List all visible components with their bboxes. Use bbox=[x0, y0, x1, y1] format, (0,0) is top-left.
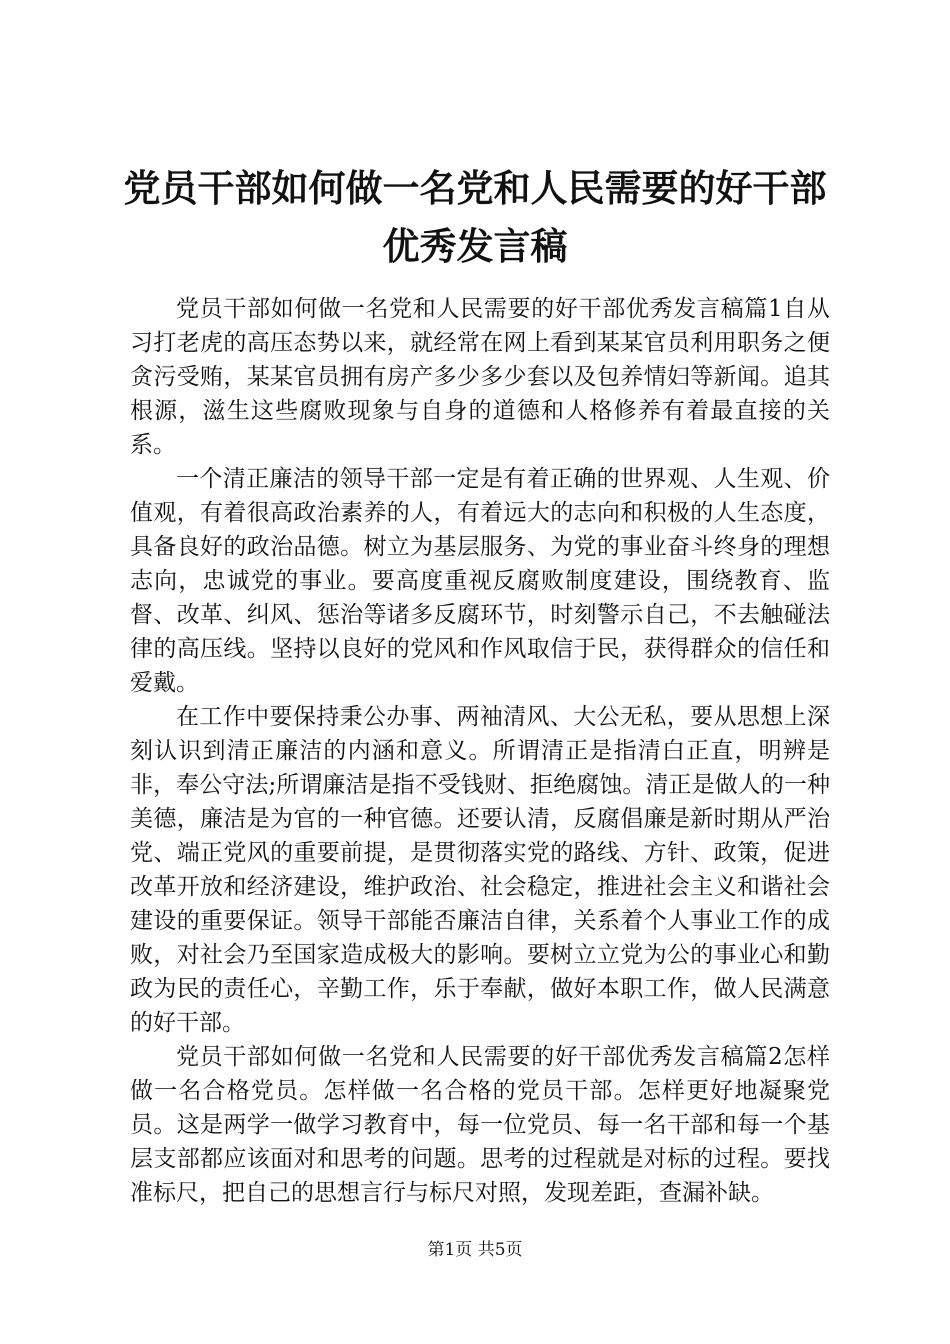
paragraph-4: 党员干部如何做一名党和人民需要的好干部优秀发言稿篇2怎样做一名合格党员。怎样做一名合格的党员干部。怎样更好地凝聚党员。这是两学一做学习教育中，每一位党员、每一名干部和每一个基层支部都应该面对和思考的问题。思考的过程就是对标的过程。要找准标尺，把自己的思想言行与标尺对照，发现差距，查漏补缺。 bbox=[130, 1044, 830, 1206]
document-body bbox=[130, 292, 830, 1210]
paragraph-2: 一个清正廉洁的领导干部一定是有着正确的世界观、人生观、价值观，有着很高政治素养的人，有着远大的志向和积极的人生态度，具备良好的政治品德。树立为基层服务、为党的事业奋斗终身的理想志向，忠诚党的事业。要高度重视反腐败制度建设，围绕教育、监督、改革、纠风、惩治等诸多反腐环节，时刻警示自己，不去触碰法律的高压线。坚持以良好的党风和作风取信于民，获得群众的信任和爱戴。 bbox=[130, 466, 830, 696]
paragraph-3: 在工作中要保持秉公办事、两袖清风、大公无私，要从思想上深刻认识到清正廉洁的内涵和意义。所谓清正是指清白正直，明辨是非，奉公守法;所谓廉洁是指不受钱财、拒绝腐蚀。清正是做人的一种美德，廉洁是为官的一种官德。还要认清，反腐倡廉是新时期从严治党、端正党风的重要前提，是贯彻落实党的路线、方针、政策，促进改革开放和经济建设，维护政治、社会稳定，推进社会主义和谐社会建设的重要保证。领导干部能否廉洁自律，关系着个人事业工作的成败，对社会乃至国家造成极大的影响。要树立立党为公的事业心和勤政为民的责任心，辛勤工作，乐于奉献，做好本职工作，做人民满意的好干部。 bbox=[130, 704, 830, 1036]
paragraph-1: 党员干部如何做一名党和人民需要的好干部优秀发言稿篇1自从习打老虎的高压态势以来，就经常在网上看到某某官员利用职务之便贪污受贿，某某官员拥有房产多少多少套以及包养情妇等新闻。追其根源，滋生这些腐败现象与自身的道德和人格修养有着最直接的关系。 bbox=[130, 296, 830, 458]
document-title: 党员干部如何做一名党和人民需要的好干部优秀发言稿 bbox=[123, 167, 827, 268]
page-footer: 第1页 共5页 bbox=[427, 1240, 523, 1260]
